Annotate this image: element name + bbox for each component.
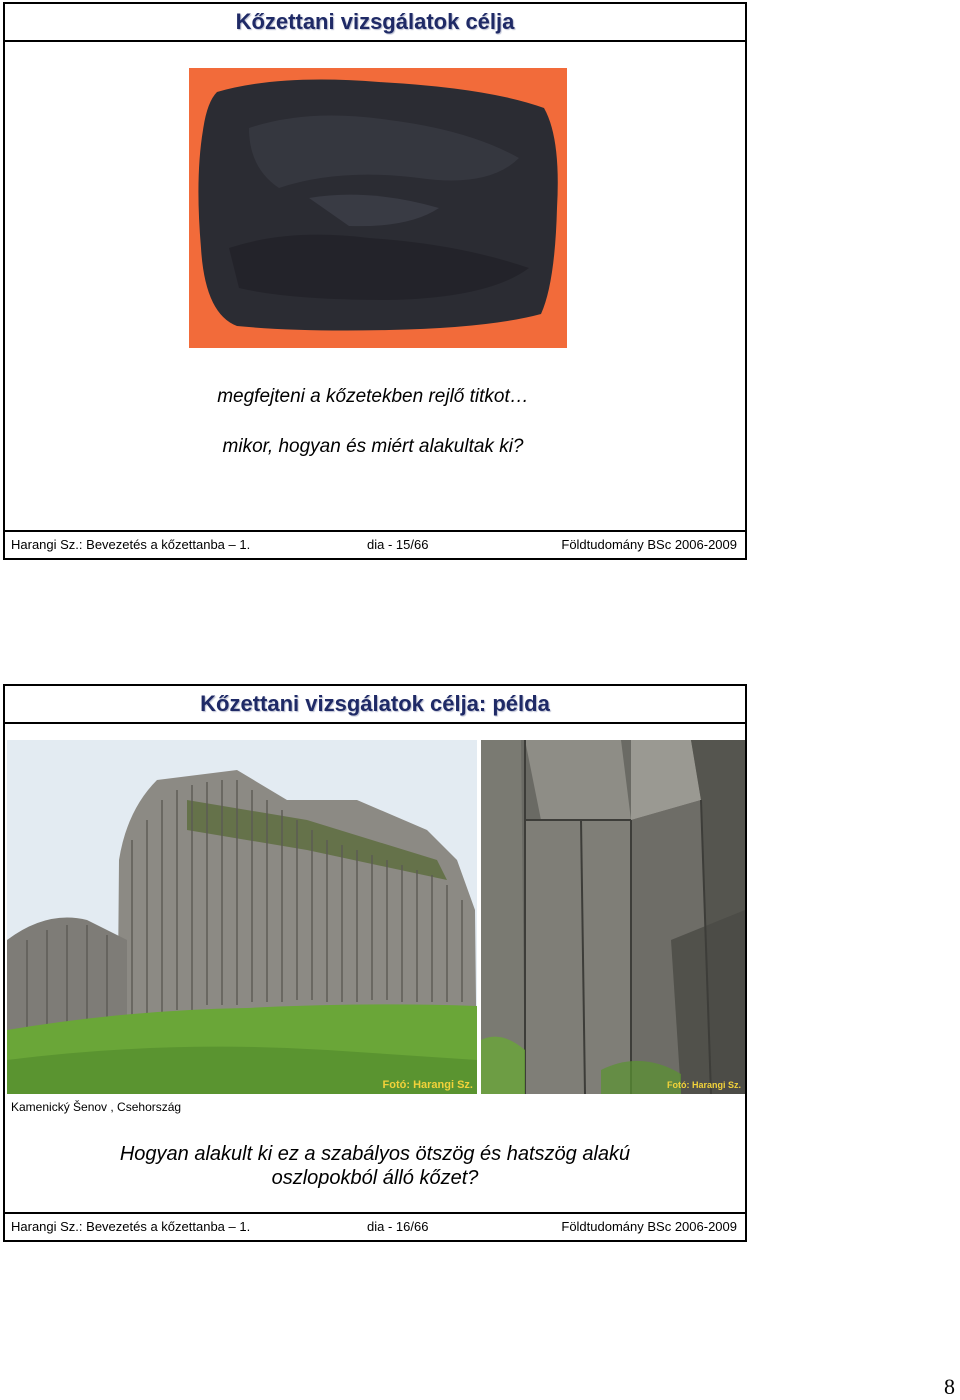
slide-title: Kőzettani vizsgálatok célja (235, 9, 515, 34)
photo-credit: Fotó: Harangi Sz. (382, 1079, 473, 1091)
footer-course: Földtudomány BSc 2006-2009 (561, 537, 737, 552)
slide-title-bar (5, 686, 745, 724)
slide-footer (5, 530, 745, 558)
footer-slide-number: dia - 16/66 (367, 1219, 429, 1234)
slide-title: Kőzettani vizsgálatok célja: példa (200, 691, 550, 716)
photo-credit: Fotó: Harangi Sz. (667, 1080, 741, 1090)
page-number: 8 (944, 1374, 955, 1399)
slide-text-line: mikor, hogyan és miért alakultak ki? (222, 436, 524, 457)
slide-15 (3, 2, 747, 560)
footer-slide-number: dia - 15/66 (367, 537, 429, 552)
slide-text-line: megfejteni a kőzetekben rejlő titkot… (217, 386, 529, 407)
slide-footer (5, 1212, 745, 1240)
slide-question (5, 1142, 745, 1190)
slide-title-bar (5, 4, 745, 42)
footer-author: Harangi Sz.: Bevezetés a kőzettanba – 1. (11, 537, 251, 552)
footer-course: Földtudomány BSc 2006-2009 (561, 1219, 737, 1234)
basalt-columns-closeup-photo (481, 740, 745, 1094)
footer-author: Harangi Sz.: Bevezetés a kőzettanba – 1. (11, 1219, 251, 1234)
rock-specimen-image (189, 68, 567, 348)
photo-location: Kamenický Šenov , Csehország (11, 1100, 182, 1114)
rock-photo (189, 68, 567, 348)
basalt-cliff-photo (7, 740, 477, 1094)
question-line: Hogyan alakult ki ez a szabályos ötszög és hatszög alakú (119, 1143, 631, 1165)
slide-16 (3, 684, 747, 1242)
basalt-columns-closeup-image (481, 740, 745, 1094)
basalt-cliff-image (7, 740, 477, 1094)
question-line: oszlopokból álló kőzet? (271, 1167, 479, 1189)
